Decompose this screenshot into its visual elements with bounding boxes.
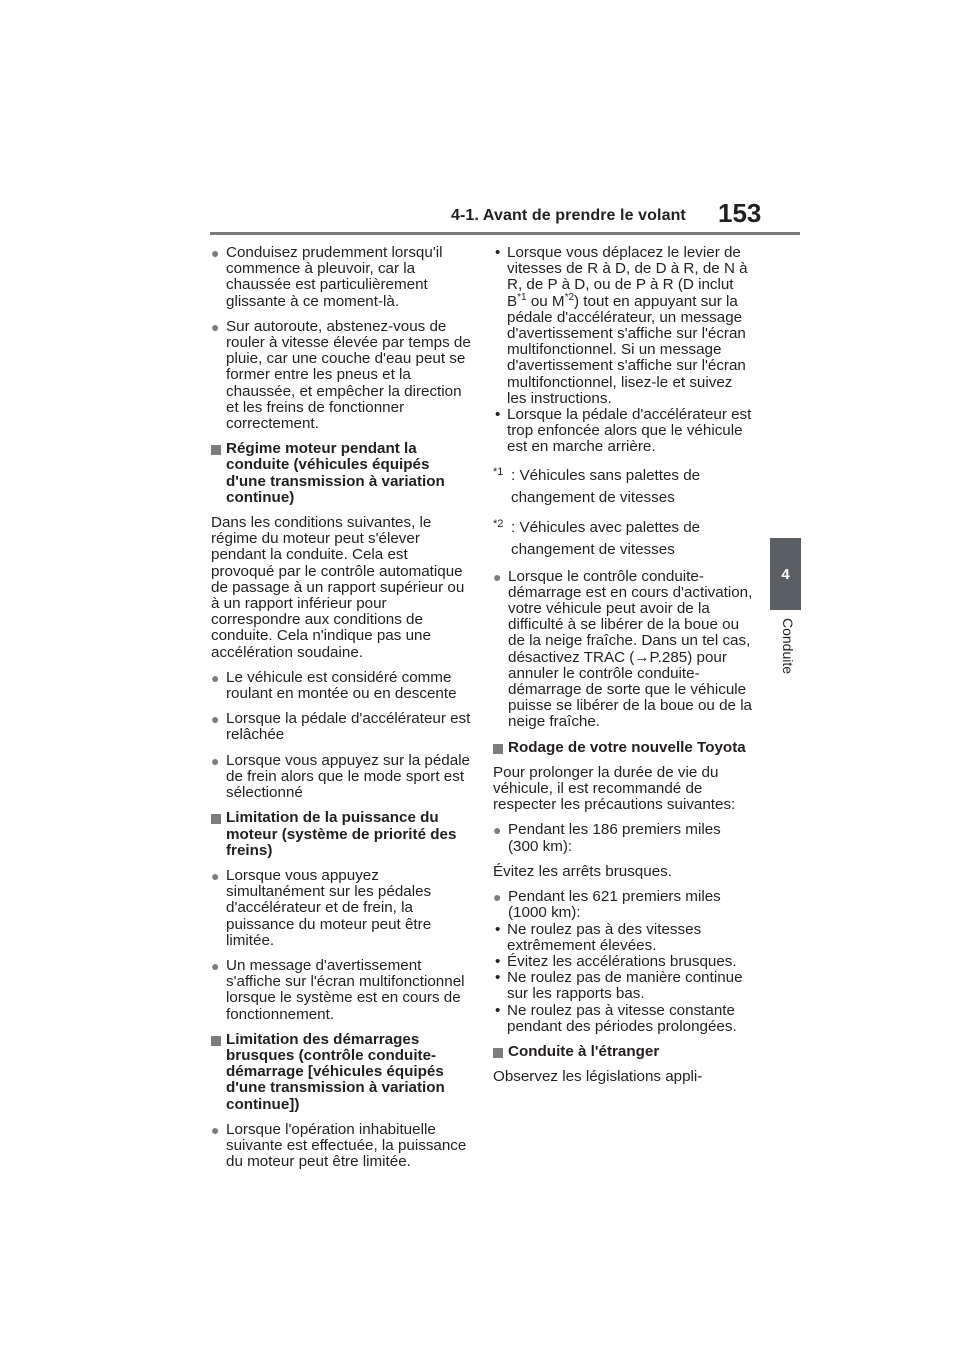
square-bullet-icon [211,1036,221,1046]
bullet-dot-icon: ● [493,889,502,906]
paragraph: Pour prolonger la durée de vie du véhicule, il est recommandé de respecter les précautions suivantes: [493,763,736,814]
sub-bullet-mark: • [495,1001,501,1019]
section-heading: Régime moteur pendant la conduite (véhicules équipés d'une transmission à variation continue) [211,441,473,506]
chapter-number: 4 [781,565,790,583]
section-heading: Limitation de la puissance du moteur (système de priorité des freins) [211,810,473,859]
paragraph: Dans les conditions suivantes, le régime du moteur peut s'élever pendant la conduite. Cela est provoqué par le contrôle automatique de passage à un rapport supérieur ou à un rapport inférieur pour correspondre aux conditions de conduite. Cela n'indique pas une accélération soudaine. [211,514,465,661]
bullet-dot-icon: ● [211,318,220,335]
bullet-item: ● Lorsque vous appuyez sur la pédale de frein alors que le mode sport est sélectionné [211,751,471,802]
bullet-item: ● Pendant les 621 premiers miles (1000 km): [493,888,721,922]
bullet-item: ● Lorsque le contrôle conduite-démarrage est en cours d'activation, votre véhicule peut avoir de la difficulté à se libérer de la boue ou de la neige fraîche. Dans un tel cas, désactivez TRAC (→P.285) pour annuler le contrôle conduite-démarrage de sorte que le véhicule puisse se libérer de la boue ou de la neige fraîche. [493,567,753,731]
bullet-dot-icon: ● [211,752,220,769]
header-rule [210,232,800,235]
footnote: *2 : Véhicules avec palettes de changement de vitesses [493,517,755,561]
bullet-dot-icon: ● [211,867,220,884]
chapter-label: Conduite [780,618,796,675]
bullet-dot-icon: ● [493,822,502,839]
square-bullet-icon [493,744,503,754]
section-heading: Conduite à l'étranger [493,1044,755,1060]
bullet-dot-icon: ● [211,1121,220,1138]
sub-bullet-mark: • [495,920,501,938]
footnote-key: *1 [493,465,504,478]
bullet-dot-icon: ● [211,245,220,261]
bullet-item: ● Lorsque l'opération inhabituelle suivante est effectuée, la puissance du moteur peut être limitée. [211,1120,467,1171]
bullet-item: ● Pendant les 186 premiers miles (300 km): [493,821,721,855]
section-title: 4-1. Avant de prendre le volant [451,207,686,224]
sub-item: • Évitez les accélérations brusques. [495,952,737,970]
left-column [211,245,473,1179]
right-column [493,245,755,1094]
bullet-item: ● Sur autoroute, abstenez-vous de rouler à vitesse élevée par temps de pluie, car une couche d'eau peut se former entre les pneus et la chaussée, et empêcher la direction et les freins de fonctionner correctement. [211,317,471,433]
bullet-dot-icon: ● [493,568,502,585]
footnote: *1 : Véhicules sans palettes de changement de vitesses [493,465,755,509]
paragraph: Évitez les arrêts brusques. [493,862,672,880]
paragraph: Observez les législations appli- [493,1068,703,1086]
sub-item: • Ne roulez pas de manière continue sur les rapports bas. [495,969,743,1003]
chapter-tab[interactable] [770,538,801,610]
square-bullet-icon [211,814,221,824]
section-heading: Limitation des démarrages brusques (contrôle conduite-démarrage [véhicules équipés d'une transmission à variation continue]) [211,1032,473,1113]
bullet-item: ● Conduisez prudemment lorsqu'il commence à pleuvoir, car la chaussée est particulièrement glissante à ce moment-là. [211,244,443,310]
section-heading: Rodage de votre nouvelle Toyota [493,740,755,756]
sub-item: • Lorsque vous déplacez le levier de vitesses de R à D, de D à R, de N à R, de P à D, ou de P à R (D inclut $B^{*1}$ ou $M^{*2}$) tout en appuyant sur la pédale d'accélérateur, un message d'avertissement s'affiche sur l'écran multifonctionnel. Si un message d'avertissement s'affiche sur l'écran multifonctionnel, lisez-le et suivez les instructions. [495,244,748,407]
sub-bullet-mark: • [495,969,501,987]
page-number: 153 [718,198,762,228]
bullet-dot-icon: ● [211,711,220,728]
bullet-item: ● Lorsque vous appuyez simultanément sur les pédales d'accélérateur et de frein, la puissance du moteur peut être limitée. [211,866,432,949]
sub-bullet-mark: • [495,244,501,261]
sub-bullet-mark: • [495,952,501,970]
bullet-dot-icon: ● [211,957,220,974]
sub-item: • Lorsque la pédale d'accélérateur est trop enfoncée alors que le véhicule est en marche arrière. [495,406,752,456]
bullet-dot-icon: ● [211,669,220,686]
sub-item: • Ne roulez pas à des vitesses extrêmement élevées. [495,920,702,954]
bullet-item: ● Lorsque la pédale d'accélérateur est relâchée [211,710,471,744]
sub-item: • Ne roulez pas à vitesse constante pendant des périodes prolongées. [495,1001,737,1035]
sub-bullet-mark: • [495,406,501,424]
square-bullet-icon [211,445,221,455]
bullet-item: ● Le véhicule est considéré comme roulant en montée ou en descente [211,668,457,703]
footnote-key: *2 [493,517,504,530]
square-bullet-icon [493,1048,503,1058]
bullet-item: ● Un message d'avertissement s'affiche sur l'écran multifonctionnel lorsque le système est en cours de fonctionnement. [211,956,465,1023]
